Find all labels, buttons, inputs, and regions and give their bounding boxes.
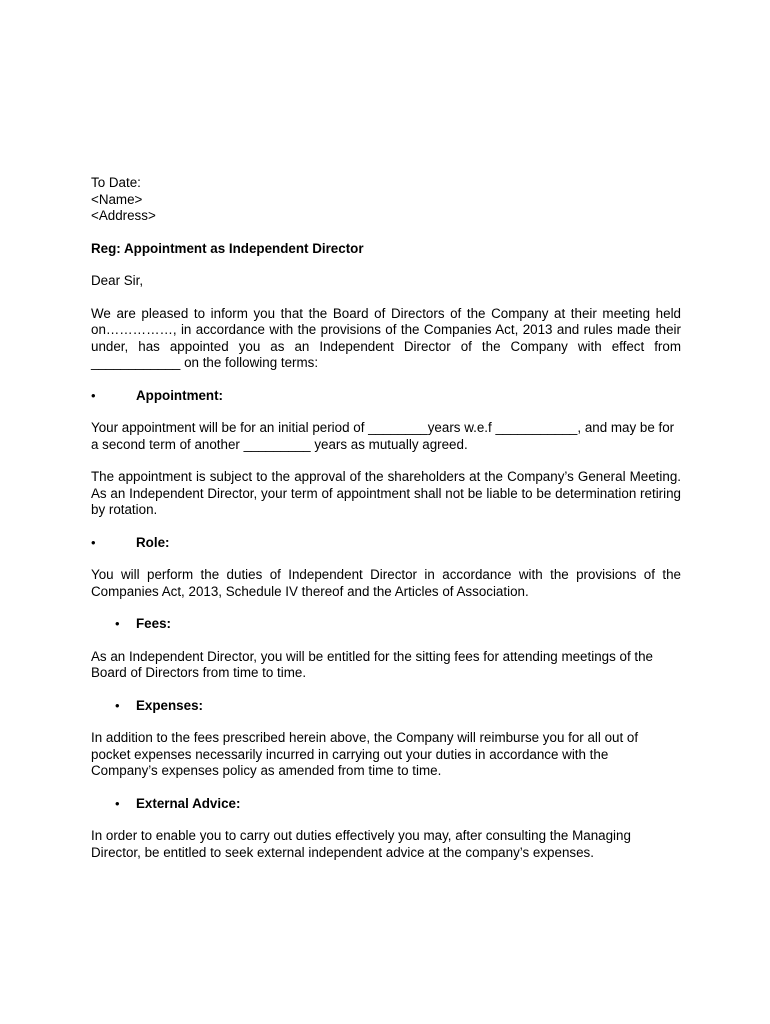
external-advice-heading: External Advice:: [136, 795, 241, 811]
letter-page: [91, 175, 681, 861]
external-advice-line-1: In order to enable you to carry out duties effectively you may, after consulting the Managing: [91, 828, 631, 843]
appointment-paragraph-2: The appointment is subject to the approval of the shareholders at the Company’s General Meeting. As an Independent Director, your term of appointment shall not be liable to be determination retiring by rotation.: [91, 469, 681, 517]
appointment-heading: Appointment:: [136, 387, 224, 403]
bullet-icon: •: [91, 534, 96, 550]
bullet-icon: •: [91, 387, 96, 403]
bullet-icon: •: [115, 795, 120, 811]
fees-heading: Fees:: [136, 616, 171, 631]
bullet-icon: •: [115, 697, 120, 713]
expenses-heading: Expenses:: [136, 697, 203, 713]
salutation: Dear Sir,: [91, 273, 144, 288]
expenses-line-1: In addition to the fees prescribed herein above, the Company will reimburse you for all out of: [91, 730, 639, 745]
appointment-paragraph-1: Your appointment will be for an initial period of ________years w.e.f ___________, and may be for a second term of another _________ years as mutually agreed.: [91, 420, 675, 452]
expenses-heading-row: [91, 698, 681, 715]
to-date-label: To Date:: [91, 175, 141, 190]
intro-paragraph: We are pleased to inform you that the Board of Directors of the Company at their meeting held on……………, in accordance with the provisions of the Companies Act, 2013 and rules made their under, has appointed you as an Independent Director of the Company with effect from ____________ on the following terms:: [91, 305, 681, 370]
role-paragraph: You will perform the duties of Independent Director in accordance with the provisions of the Companies Act, 2013, Schedule IV thereof and the Articles of Association.: [91, 567, 681, 599]
external-advice-heading-row: [91, 796, 681, 813]
role-heading: Role:: [136, 534, 170, 550]
expenses-line-2: pocket expenses necessarily incurred in carrying out your duties in accordance with the: [91, 746, 609, 762]
fees-paragraph: As an Independent Director, you will be entitled for the sitting fees for attending meetings of the Board of Directors from time to time.: [91, 648, 654, 680]
external-advice-line-2: Director, be entitled to seek external independent advice at the company’s expenses.: [91, 844, 594, 860]
subject-line: Reg: Appointment as Independent Director: [91, 240, 364, 256]
address-placeholder: <Address>: [91, 208, 156, 223]
fees-heading-row: [91, 616, 681, 633]
appointment-heading-row: [91, 388, 681, 405]
role-heading-row: [91, 535, 681, 552]
bullet-icon: •: [115, 616, 120, 631]
name-placeholder: <Name>: [91, 191, 143, 207]
expenses-line-3: Company’s expenses policy as amended from time to time.: [91, 763, 442, 778]
